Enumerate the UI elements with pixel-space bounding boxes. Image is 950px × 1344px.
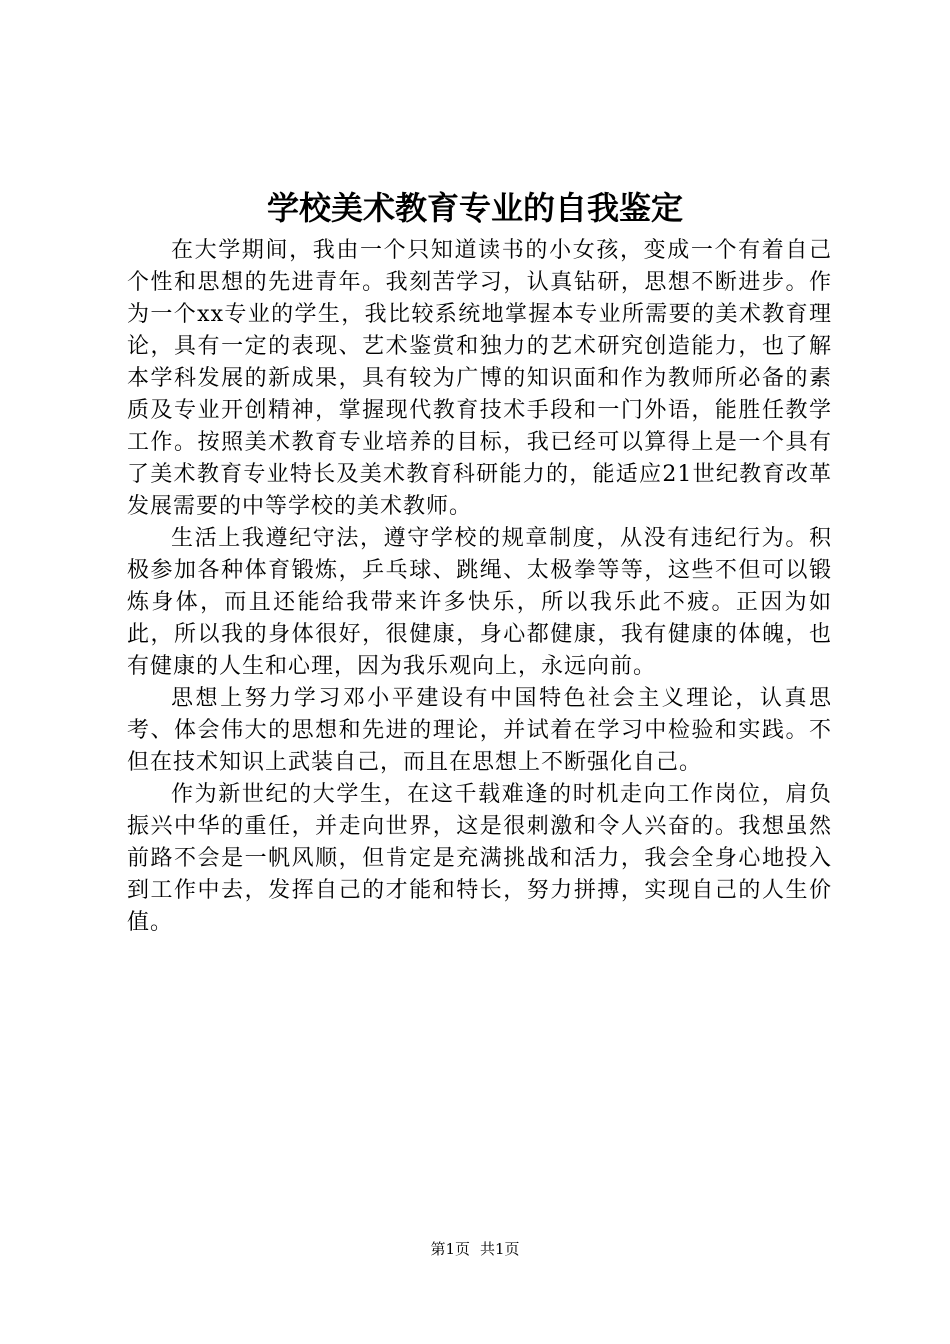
page-footer xyxy=(0,1238,950,1260)
document-title: 学校美术教育专业的自我鉴定 xyxy=(266,189,683,227)
document-body xyxy=(127,235,832,939)
paragraph-thought: 思想上努力学习邓小平建设有中国特色社会主义理论，认真思考、体会伟大的思想和先进的理论，并试着在学习中检验和实践。不但在技术知识上武装自己，而且在思想上不断强化自己。 xyxy=(127,686,832,775)
page-total: 共1页 xyxy=(480,1240,520,1258)
paragraph-life: 生活上我遵纪守法，遵守学校的规章制度，从没有违纪行为。积极参加各种体育锻炼，乒乓球、跳绳、太极拳等等，这些不但可以锻炼身体，而且还能给我带来许多快乐，所以我乐此不疲。正因为如此，所以我的身体很好，很健康，身心都健康，我有健康的体魄，也有健康的人生和心理，因为我乐观向上，永远向前。 xyxy=(127,526,832,679)
paragraph-study: 在大学期间，我由一个只知道读书的小女孩，变成一个有着自己个性和思想的先进青年。我刻苦学习，认真钻研，思想不断进步。作为一个xx专业的学生，我比较系统地掌握本专业所需要的美术教育理论，具有一定的表现、艺术鉴赏和独力的艺术研究创造能力，也了解本学科发展的新成果，具有较为广博的知识面和作为教师所必备的素质及专业开创精神，掌握现代教育技术手段和一门外语，能胜任教学工作。按照美术教育专业培养的目标，我已经可以算得上是一个具有了美术教育专业特长及美术教育科研能力的，能适应21世纪教育改革发展需要的中等学校的美术教师。 xyxy=(127,238,832,519)
paragraph-future: 作为新世纪的大学生，在这千载难逢的时机走向工作岗位，肩负振兴中华的重任，并走向世界，这是很刺激和令人兴奋的。我想虽然前路不会是一帆风顺，但肯定是充满挑战和活力，我会全身心地投入到工作中去，发挥自己的才能和特长，努力拼搏，实现自己的人生价值。 xyxy=(127,782,832,935)
page-number: 第1页 xyxy=(430,1240,470,1258)
